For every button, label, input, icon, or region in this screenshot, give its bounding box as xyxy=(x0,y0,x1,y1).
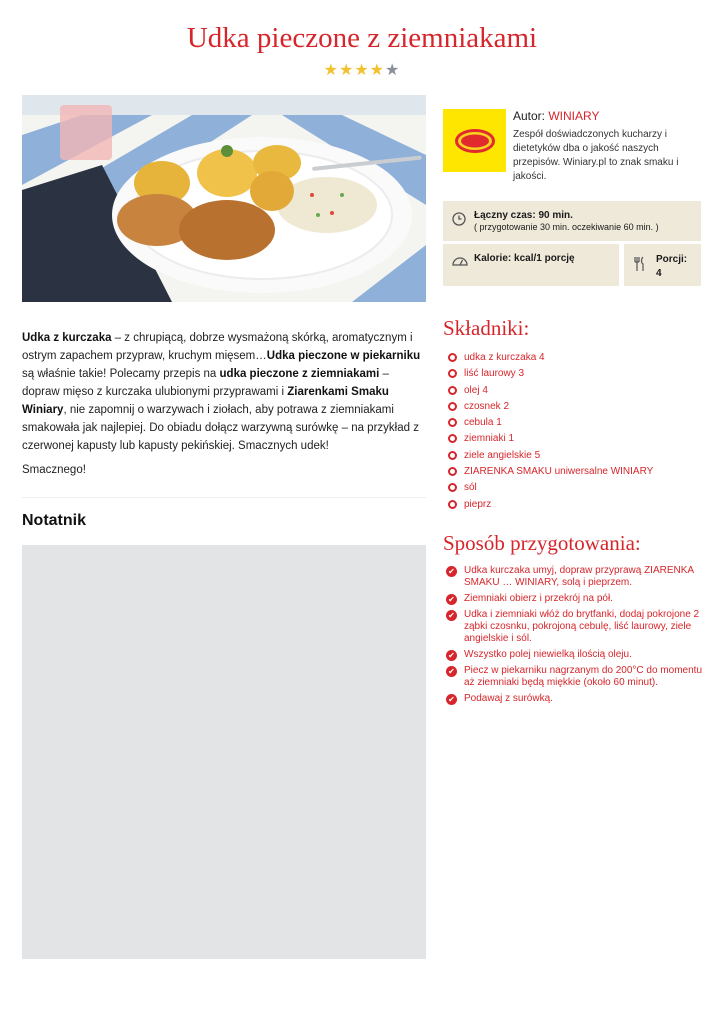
bullet-icon xyxy=(448,353,457,362)
author-label-text: Autor: xyxy=(513,109,546,123)
portions-value: 4 xyxy=(656,268,662,279)
ingredient-item[interactable]: liść laurowy 3 xyxy=(448,367,653,383)
ingredient-item[interactable]: udka z kurczaka 4 xyxy=(448,351,653,367)
notes-title: Notatnik xyxy=(22,512,86,529)
portions xyxy=(656,253,687,281)
desc-text-1: – z chrupiącą, dobrze wysmażoną skórką, aromatycznym i ostrym zapachem przypraw, kruchym mięsem… xyxy=(22,332,413,362)
step-item[interactable]: ✔ Wszystko polej niewielką ilością oleju. xyxy=(446,649,704,661)
step-item[interactable]: ✔ Piecz w piekarniku nagrzanym do 200°C do momentu aż ziemniaki będą miękkie (około 60 minut). xyxy=(446,665,704,689)
desc-text-4: , nie zapomnij o warzywach i ziołach, aby potrawa z ziemniakami smakowała jak najlepiej. Do obiadu dołącz warzywną surówkę – na przykład z czerwonej kapusty lub kapusty pekińskiej. Smacznych udek! xyxy=(22,404,419,452)
divider xyxy=(22,497,426,498)
ingredient-item[interactable]: ziemniaki 1 xyxy=(448,432,653,448)
desc-text-3: – dopraw mięso z kurczaka ulubionymi przyprawami i xyxy=(22,368,389,398)
bullet-icon xyxy=(448,467,457,476)
star-icon: ★ xyxy=(354,62,370,79)
ingredients-list xyxy=(448,351,653,514)
page-title: Udka pieczone z ziemniakami xyxy=(186,22,538,54)
bullet-icon xyxy=(448,369,457,378)
desc-bold-1: Udka z kurczaka xyxy=(22,332,112,344)
star-empty-icon: ★ xyxy=(385,62,401,79)
ingredient-item[interactable]: cebula 1 xyxy=(448,416,653,432)
portions-label: Porcji: xyxy=(656,254,688,265)
step-item[interactable]: ✔ Udka kurczaka umyj, dopraw przyprawą ZIARENKA SMAKU … WINIARY, solą i pieprzem. xyxy=(446,565,704,589)
bullet-icon xyxy=(448,451,457,460)
rating-stars xyxy=(0,62,724,80)
steps-title: Sposób przygotowania: xyxy=(443,531,641,555)
bullet-icon xyxy=(448,434,457,443)
star-icon: ★ xyxy=(323,62,339,79)
bullet-icon xyxy=(448,500,457,509)
desc-bold-3: udka pieczone z ziemniakami xyxy=(219,368,380,380)
ingredient-item[interactable]: ZIARENKA SMAKU uniwersalne WINIARY xyxy=(448,465,653,481)
ingredient-item[interactable]: czosnek 2 xyxy=(448,400,653,416)
check-icon: ✔ xyxy=(446,666,457,677)
ingredient-item[interactable]: olej 4 xyxy=(448,384,653,400)
ingredient-item[interactable]: pieprz xyxy=(448,498,653,514)
clock-icon xyxy=(452,212,466,231)
check-icon: ✔ xyxy=(446,694,457,705)
desc-bold-4: Ziarenkami Smaku Winiary xyxy=(22,386,389,416)
winiary-logo-icon xyxy=(453,127,497,155)
author-link[interactable]: WINIARY xyxy=(548,109,600,123)
step-item[interactable]: ✔ Podawaj z surówką. xyxy=(446,693,704,705)
recipe-photo xyxy=(22,95,426,302)
star-icon: ★ xyxy=(338,62,355,79)
step-item[interactable]: ✔ Udka i ziemniaki włóż do brytfanki, dodaj pokrojone 2 ząbki czosnku, pokrojoną cebulę, liść laurowy, ziele angielskie i sól. xyxy=(446,609,704,645)
winiary-logo[interactable] xyxy=(443,109,506,172)
steps-list xyxy=(446,565,704,709)
recipe-description xyxy=(22,329,426,455)
bullet-icon xyxy=(448,402,457,411)
ingredients-title: Składniki: xyxy=(443,316,530,340)
scale-icon xyxy=(452,253,468,271)
check-icon: ✔ xyxy=(446,594,457,605)
ingredient-item[interactable]: sól xyxy=(448,481,653,497)
calories-box xyxy=(443,244,619,286)
notes-area[interactable] xyxy=(22,545,426,959)
total-time: Łączny czas: 90 min. xyxy=(474,210,573,221)
bullet-icon xyxy=(448,386,457,395)
closing-text: Smacznego! xyxy=(22,464,86,476)
total-time-box xyxy=(443,201,701,241)
check-icon: ✔ xyxy=(446,650,457,661)
bullet-icon xyxy=(448,483,457,492)
desc-text-2: są właśnie takie! Polecamy przepis na xyxy=(22,368,220,380)
star-icon: ★ xyxy=(369,62,386,79)
check-icon: ✔ xyxy=(446,566,457,577)
desc-bold-2: Udka pieczone w piekarniku xyxy=(266,350,421,362)
ingredient-item[interactable]: ziele angielskie 5 xyxy=(448,449,653,465)
author-description: Zespół doświadczonych kucharzy i dietetyków dba o jakość naszych przepisów. Winiary.pl to znak smaku i jakości. xyxy=(513,129,679,182)
time-detail: ( przygotowanie 30 min. oczekiwanie 60 min. ) xyxy=(474,222,659,232)
bullet-icon xyxy=(448,418,457,427)
cutlery-icon xyxy=(633,256,645,277)
calories: Kalorie: kcal/1 porcję xyxy=(474,253,575,264)
portions-box xyxy=(624,244,701,286)
author-label xyxy=(513,109,599,123)
step-item[interactable]: ✔ Ziemniaki obierz i przekrój na pół. xyxy=(446,593,704,605)
check-icon: ✔ xyxy=(446,610,457,621)
